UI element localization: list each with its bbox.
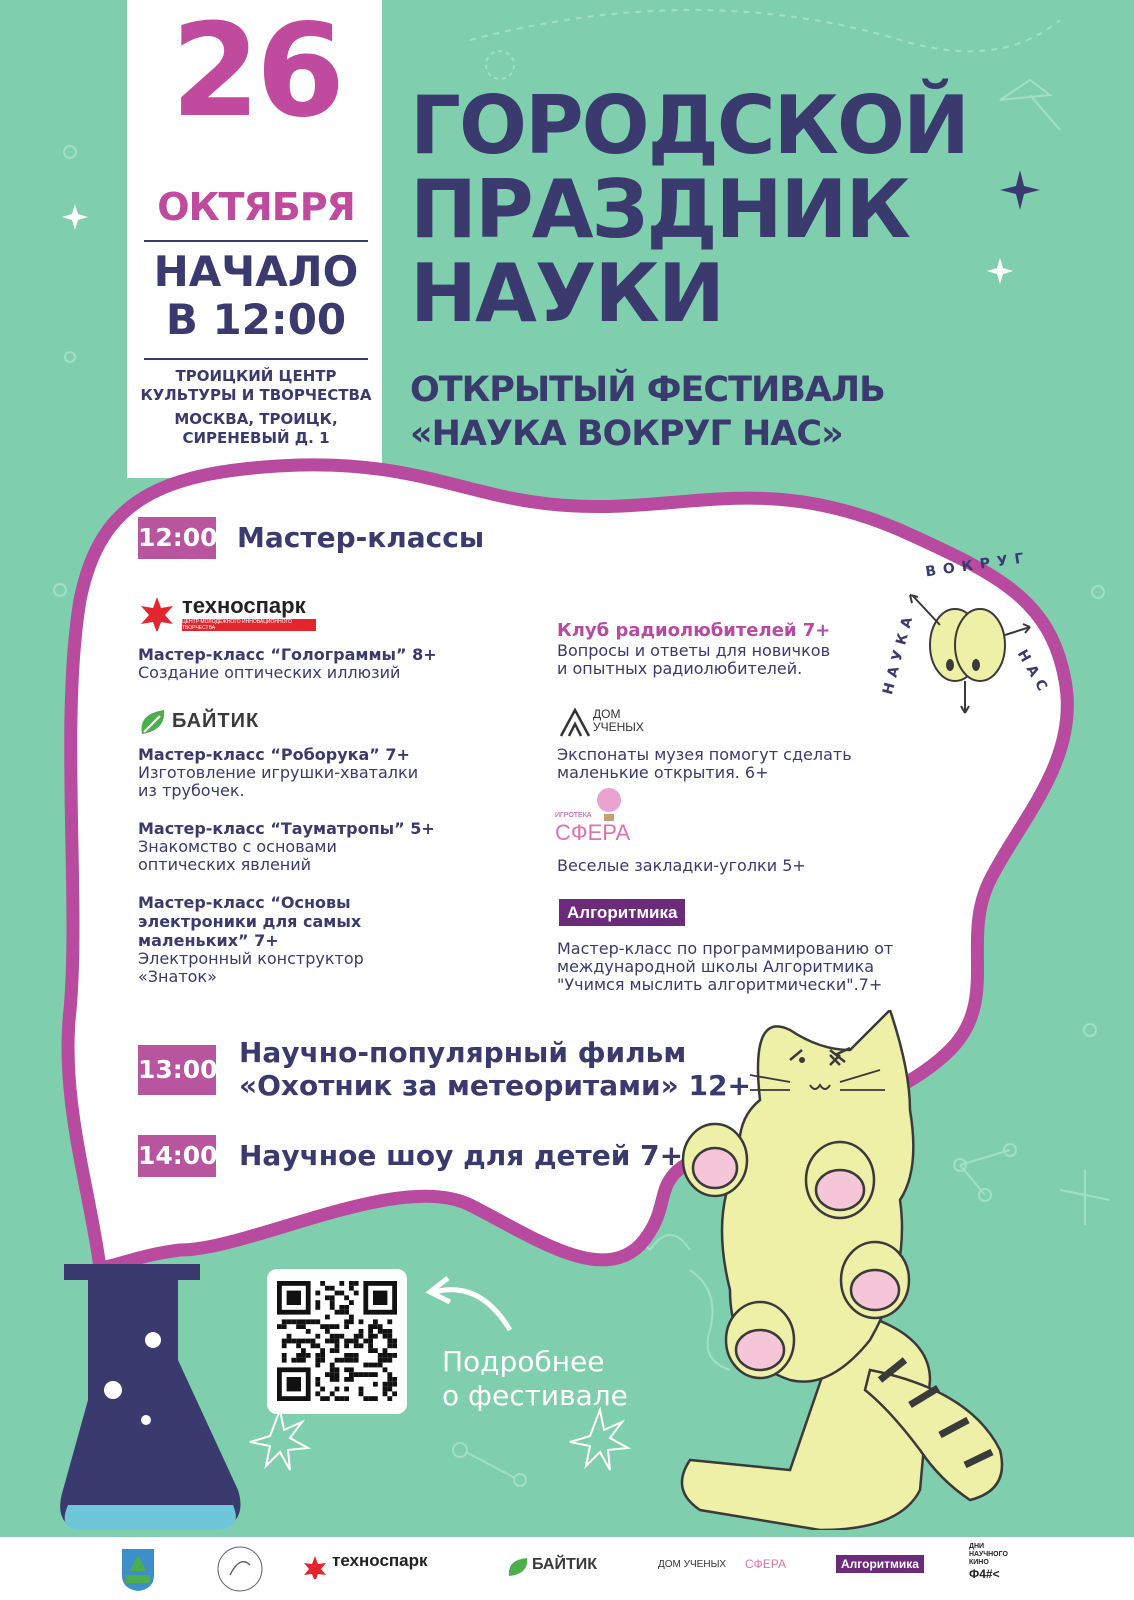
masterclass-holograms — [138, 645, 498, 682]
qr-module — [354, 1339, 359, 1344]
qr-module — [330, 1363, 335, 1368]
qr-module — [344, 1310, 349, 1315]
qr-module — [339, 1305, 344, 1310]
qr-module — [354, 1353, 359, 1358]
radio-club — [557, 620, 897, 678]
qr-module — [387, 1343, 392, 1348]
qr-module — [344, 1377, 349, 1382]
festival-line: «НАУКА ВОКРУГ НАС» — [410, 414, 843, 454]
baitik-logo-text: БАЙТИК — [172, 710, 260, 732]
qr-module — [368, 1343, 373, 1348]
qr-module — [359, 1319, 364, 1324]
qr-module — [387, 1382, 392, 1387]
qr-module — [282, 1358, 287, 1363]
title-line: НАУКИ — [410, 247, 723, 340]
qr-module — [387, 1329, 392, 1334]
qr-module — [373, 1324, 378, 1329]
qr-module — [339, 1396, 344, 1401]
qr-module — [301, 1358, 306, 1363]
qr-module — [344, 1343, 349, 1348]
qr-module — [363, 1339, 368, 1344]
technopark-logo — [138, 595, 328, 631]
qr-module — [378, 1358, 383, 1363]
masterclass-title: Мастер-класс “Основы — [138, 893, 351, 912]
qr-module — [296, 1339, 301, 1344]
qr-module — [383, 1334, 388, 1339]
qr-module — [383, 1353, 388, 1358]
footer-baitik: БАЙТИК — [532, 1556, 597, 1573]
baitik-leaf-icon — [138, 708, 168, 736]
qr-module — [330, 1367, 335, 1372]
qr-module — [315, 1363, 320, 1368]
qr-module — [344, 1324, 349, 1329]
qr-module — [320, 1358, 325, 1363]
section-title-masterclasses: Мастер-классы — [237, 521, 485, 554]
qr-module — [339, 1281, 344, 1286]
qr-module — [349, 1319, 354, 1324]
qr-module — [320, 1387, 325, 1392]
qr-module — [378, 1363, 383, 1368]
event-day: 26 — [170, 0, 342, 146]
qr-module — [344, 1367, 349, 1372]
qr-module — [335, 1387, 340, 1392]
start-line-2: В 12:00 — [165, 295, 347, 344]
qr-caption-line: о фестивале — [442, 1379, 628, 1412]
baitik-logo — [138, 708, 298, 738]
qr-module — [359, 1329, 364, 1334]
masterclass-description: оптических явлений — [138, 855, 312, 874]
qr-module — [330, 1348, 335, 1353]
qr-module — [392, 1391, 397, 1396]
qr-module — [349, 1367, 354, 1372]
qr-module — [296, 1353, 301, 1358]
masterclass-description: из трубочек. — [138, 781, 245, 800]
qr-module — [387, 1358, 392, 1363]
qr-module — [373, 1334, 378, 1339]
qr-module — [315, 1305, 320, 1310]
culture-center-logo-icon — [215, 1545, 265, 1593]
qr-module — [387, 1372, 392, 1377]
masterclass-title: маленьких” 7+ — [138, 931, 279, 950]
qr-module — [387, 1377, 392, 1382]
qr-module — [387, 1319, 392, 1324]
qr-module — [325, 1329, 330, 1334]
qr-module — [368, 1363, 373, 1368]
qr-module — [387, 1334, 392, 1339]
masterclass-description: Электронный конструктор — [138, 949, 364, 968]
event-month: ОКТЯБРЯ — [157, 185, 355, 229]
footer-algoritmika: Алгоритмика — [836, 1555, 924, 1573]
sfera-description: Веселые закладки-уголки 5+ — [557, 856, 806, 875]
qr-module — [311, 1319, 316, 1324]
qr-module — [368, 1334, 373, 1339]
qr-module — [287, 1334, 292, 1339]
technopark-star-icon — [138, 595, 176, 631]
qr-module — [282, 1324, 287, 1329]
qr-module — [335, 1348, 340, 1353]
algoritmika-description: международной школы Алгоритмика — [557, 957, 875, 976]
footer-dom: ДОМ УЧЕНЫХ — [658, 1559, 727, 1570]
qr-module — [330, 1372, 335, 1377]
qr-module — [335, 1339, 340, 1344]
qr-module — [301, 1353, 306, 1358]
qr-module — [344, 1396, 349, 1401]
qr-module — [373, 1372, 378, 1377]
qr-module — [339, 1334, 344, 1339]
qr-module — [349, 1315, 354, 1320]
qr-module — [349, 1372, 354, 1377]
masterclass-description: Изготовление игрушки-хваталки — [138, 763, 419, 782]
dom-logo-line: ДОМ — [593, 707, 621, 721]
qr-module — [282, 1319, 287, 1324]
qr-module — [315, 1319, 320, 1324]
qr-module — [349, 1358, 354, 1363]
qr-module — [325, 1286, 330, 1291]
dom-uchenykh-mark-icon — [559, 708, 591, 738]
qr-module — [311, 1343, 316, 1348]
qr-caption-line: Подробнее — [442, 1345, 605, 1378]
qr-module — [325, 1315, 330, 1320]
qr-module — [325, 1372, 330, 1377]
festival-badge — [880, 549, 1060, 745]
qr-module — [330, 1300, 335, 1305]
qr-module — [363, 1396, 368, 1401]
masterclass-description: «Знаток» — [138, 967, 217, 986]
qr-module — [354, 1281, 359, 1286]
qr-module — [315, 1353, 320, 1358]
qr-module — [335, 1343, 340, 1348]
badge-word-left: НАУКА — [880, 609, 918, 697]
qr-module — [330, 1377, 335, 1382]
qr-module — [363, 1372, 368, 1377]
qr-module — [359, 1334, 364, 1339]
qr-module — [344, 1353, 349, 1358]
qr-module — [315, 1300, 320, 1305]
qr-module — [344, 1358, 349, 1363]
algoritmika-item — [557, 940, 937, 994]
algoritmika-description: Мастер-класс по программированию от — [557, 939, 894, 958]
technopark-logo-text: техноспарк — [182, 593, 306, 618]
qr-module — [354, 1343, 359, 1348]
sfera-logo-text: СФЕРА — [555, 820, 631, 845]
qr-module — [368, 1348, 373, 1353]
dom-uchenykh-logo — [559, 708, 679, 740]
arrow-icon — [420, 1270, 520, 1340]
radio-club-title: Клуб радиолюбителей 7+ — [557, 620, 831, 641]
qr-module — [330, 1324, 335, 1329]
qr-module — [349, 1377, 354, 1382]
qr-module — [349, 1281, 354, 1286]
sfera-logo-small: ИГРОТЕКА — [555, 812, 592, 819]
qr-module — [368, 1324, 373, 1329]
qr-module — [368, 1329, 373, 1334]
qr-module — [368, 1339, 373, 1344]
qr-module — [335, 1334, 340, 1339]
kino-line: КИНО — [969, 1559, 989, 1566]
qr-module — [330, 1295, 335, 1300]
film-line: Научно-популярный фильм — [239, 1036, 687, 1069]
footer-kino — [969, 1543, 1008, 1581]
kino-line: Ф4#< — [969, 1567, 1000, 1581]
qr-module — [392, 1353, 397, 1358]
qr-module — [339, 1310, 344, 1315]
qr-module — [344, 1295, 349, 1300]
qr-module — [325, 1295, 330, 1300]
qr-module — [344, 1305, 349, 1310]
qr-module — [335, 1372, 340, 1377]
qr-finder — [287, 1291, 301, 1305]
qr-module — [330, 1334, 335, 1339]
qr-module — [306, 1319, 311, 1324]
qr-caption — [442, 1345, 628, 1413]
radio-club-description: Вопросы и ответы для новичков — [557, 641, 831, 660]
qr-module — [359, 1372, 364, 1377]
balloon-icon — [591, 786, 627, 822]
dom-logo-line: УЧЕНЫХ — [593, 720, 644, 734]
qr-module — [344, 1339, 349, 1344]
qr-module — [392, 1377, 397, 1382]
qr-code[interactable] — [267, 1269, 407, 1414]
qr-module — [354, 1334, 359, 1339]
qr-module — [330, 1305, 335, 1310]
qr-module — [315, 1334, 320, 1339]
qr-module — [335, 1367, 340, 1372]
festival-line: ОТКРЫТЫЙ ФЕСТИВАЛЬ — [410, 370, 885, 410]
qr-module — [301, 1339, 306, 1344]
kino-line: НАУЧНОГО — [969, 1551, 1008, 1558]
qr-module — [349, 1286, 354, 1291]
qr-module — [315, 1358, 320, 1363]
qr-module — [296, 1358, 301, 1363]
qr-module — [315, 1377, 320, 1382]
qr-module — [383, 1382, 388, 1387]
qr-module — [368, 1372, 373, 1377]
qr-module — [335, 1396, 340, 1401]
masterclass-title: Мастер-класс “Роборука” 7+ — [138, 745, 410, 764]
qr-module — [282, 1353, 287, 1358]
qr-module — [287, 1339, 292, 1344]
qr-module — [354, 1291, 359, 1296]
technopark-logo-subtitle: ЦЕНТР МОЛОДЕЖНОГО ИННОВАЦИОННОГО ТВОРЧЕСТВА — [182, 619, 316, 631]
qr-module — [354, 1372, 359, 1377]
qr-module — [359, 1387, 364, 1392]
qr-module — [282, 1343, 287, 1348]
qr-module — [296, 1319, 301, 1324]
dom-uchenykh-item — [557, 746, 897, 782]
time-badge-1400: 14:00 — [138, 1135, 216, 1177]
qr-code-image — [277, 1281, 397, 1401]
qr-module — [315, 1343, 320, 1348]
qr-module — [335, 1358, 340, 1363]
qr-finder — [373, 1291, 387, 1305]
qr-module — [291, 1358, 296, 1363]
qr-module — [335, 1377, 340, 1382]
qr-module — [330, 1286, 335, 1291]
qr-module — [373, 1396, 378, 1401]
qr-module — [387, 1396, 392, 1401]
qr-module — [373, 1363, 378, 1368]
qr-module — [392, 1343, 397, 1348]
qr-module — [383, 1387, 388, 1392]
cat-illustration — [670, 1010, 1040, 1530]
qr-module — [359, 1343, 364, 1348]
qr-module — [301, 1319, 306, 1324]
start-line-1: НАЧАЛО — [153, 247, 359, 296]
masterclass-title: электроники для самых — [138, 912, 362, 931]
qr-module — [306, 1353, 311, 1358]
qr-module — [383, 1348, 388, 1353]
dom-description: маленькие открытия. 6+ — [557, 763, 769, 782]
qr-module — [291, 1319, 296, 1324]
qr-module — [320, 1353, 325, 1358]
qr-module — [301, 1324, 306, 1329]
venue-line: МОСКВА, ТРОИЦК, — [174, 410, 338, 428]
qr-module — [330, 1391, 335, 1396]
qr-module — [339, 1291, 344, 1296]
qr-module — [325, 1396, 330, 1401]
qr-module — [282, 1339, 287, 1344]
footer-technopark: техноспарк — [332, 1551, 428, 1570]
qr-module — [291, 1339, 296, 1344]
section-title-show: Научное шоу для детей 7+ — [239, 1139, 684, 1172]
venue-line: ТРОИЦКИЙ ЦЕНТР — [175, 367, 337, 385]
qr-module — [296, 1343, 301, 1348]
flask-illustration — [58, 1260, 278, 1540]
qr-module — [344, 1387, 349, 1392]
qr-module — [383, 1367, 388, 1372]
qr-finder — [287, 1377, 301, 1391]
title-line: ГОРОДСКОЙ — [410, 79, 968, 172]
badge-word-top: ВОКРУГ — [924, 549, 1032, 581]
qr-module — [306, 1329, 311, 1334]
kino-line: ДНИ — [969, 1543, 985, 1550]
qr-module — [392, 1339, 397, 1344]
qr-module — [378, 1353, 383, 1358]
radio-club-description: и опытных радиолюбителей. — [557, 659, 803, 678]
masterclass-thaumatropes — [138, 819, 498, 874]
qr-module — [387, 1339, 392, 1344]
qr-module — [296, 1324, 301, 1329]
masterclass-description: Создание оптических иллюзий — [138, 663, 401, 682]
qr-module — [363, 1363, 368, 1368]
technopark-star-icon — [302, 1555, 328, 1579]
qr-module — [306, 1339, 311, 1344]
venue-line: СИРЕНЕВЫЙ Д. 1 — [182, 429, 330, 447]
qr-module — [349, 1300, 354, 1305]
qr-module — [315, 1391, 320, 1396]
venue-line: КУЛЬТУРЫ И ТВОРЧЕСТВА — [140, 386, 372, 404]
qr-module — [320, 1281, 325, 1286]
qr-module — [354, 1358, 359, 1363]
masterclass-title: Мастер-класс “Голограммы” 8+ — [138, 645, 437, 664]
footer-sponsors — [0, 1537, 1134, 1600]
qr-module — [373, 1382, 378, 1387]
qr-module — [349, 1339, 354, 1344]
qr-module — [344, 1319, 349, 1324]
qr-module — [320, 1396, 325, 1401]
qr-module — [359, 1391, 364, 1396]
qr-module — [315, 1382, 320, 1387]
qr-module — [368, 1396, 373, 1401]
qr-module — [287, 1319, 292, 1324]
qr-module — [320, 1348, 325, 1353]
qr-module — [387, 1387, 392, 1392]
masterclass-electronics — [138, 893, 498, 986]
title-line: ПРАЗДНИК — [410, 163, 909, 256]
qr-module — [315, 1291, 320, 1296]
qr-module — [383, 1329, 388, 1334]
badge-word-right: НАС — [1013, 646, 1054, 700]
qr-module — [373, 1319, 378, 1324]
masterclass-roboruka — [138, 745, 498, 800]
qr-module — [335, 1291, 340, 1296]
qr-module — [277, 1324, 282, 1329]
algoritmika-description: "Учимся мыслить алгоритмически".7+ — [557, 975, 883, 994]
masterclass-description: Знакомство с основами — [138, 837, 337, 856]
qr-module — [339, 1358, 344, 1363]
baitik-leaf-icon — [507, 1556, 529, 1578]
troitsk-coat-of-arms-icon — [120, 1547, 156, 1591]
time-badge-1200: 12:00 — [138, 517, 216, 559]
footer-sfera: СФЕРА — [745, 1557, 786, 1571]
algoritmika-logo: Алгоритмика — [559, 899, 685, 926]
dom-description: Экспонаты музея помогут сделать — [557, 745, 852, 764]
qr-module — [392, 1382, 397, 1387]
dom-uchenykh-text — [593, 708, 644, 734]
qr-module — [378, 1324, 383, 1329]
qr-module — [383, 1358, 388, 1363]
film-line: «Охотник за метеоритами» 12+ — [239, 1069, 751, 1102]
qr-module — [383, 1391, 388, 1396]
qr-module — [325, 1339, 330, 1344]
qr-module — [335, 1324, 340, 1329]
masterclass-title: Мастер-класс “Тауматропы” 5+ — [138, 819, 435, 838]
sfera-logo — [555, 786, 645, 846]
qr-module — [301, 1348, 306, 1353]
qr-module — [311, 1339, 316, 1344]
qr-module — [320, 1324, 325, 1329]
qr-module — [325, 1324, 330, 1329]
qr-module — [387, 1353, 392, 1358]
qr-module — [330, 1339, 335, 1344]
qr-module — [349, 1353, 354, 1358]
qr-module — [378, 1329, 383, 1334]
qr-module — [335, 1310, 340, 1315]
qr-module — [373, 1348, 378, 1353]
time-badge-1300: 13:00 — [138, 1045, 216, 1095]
